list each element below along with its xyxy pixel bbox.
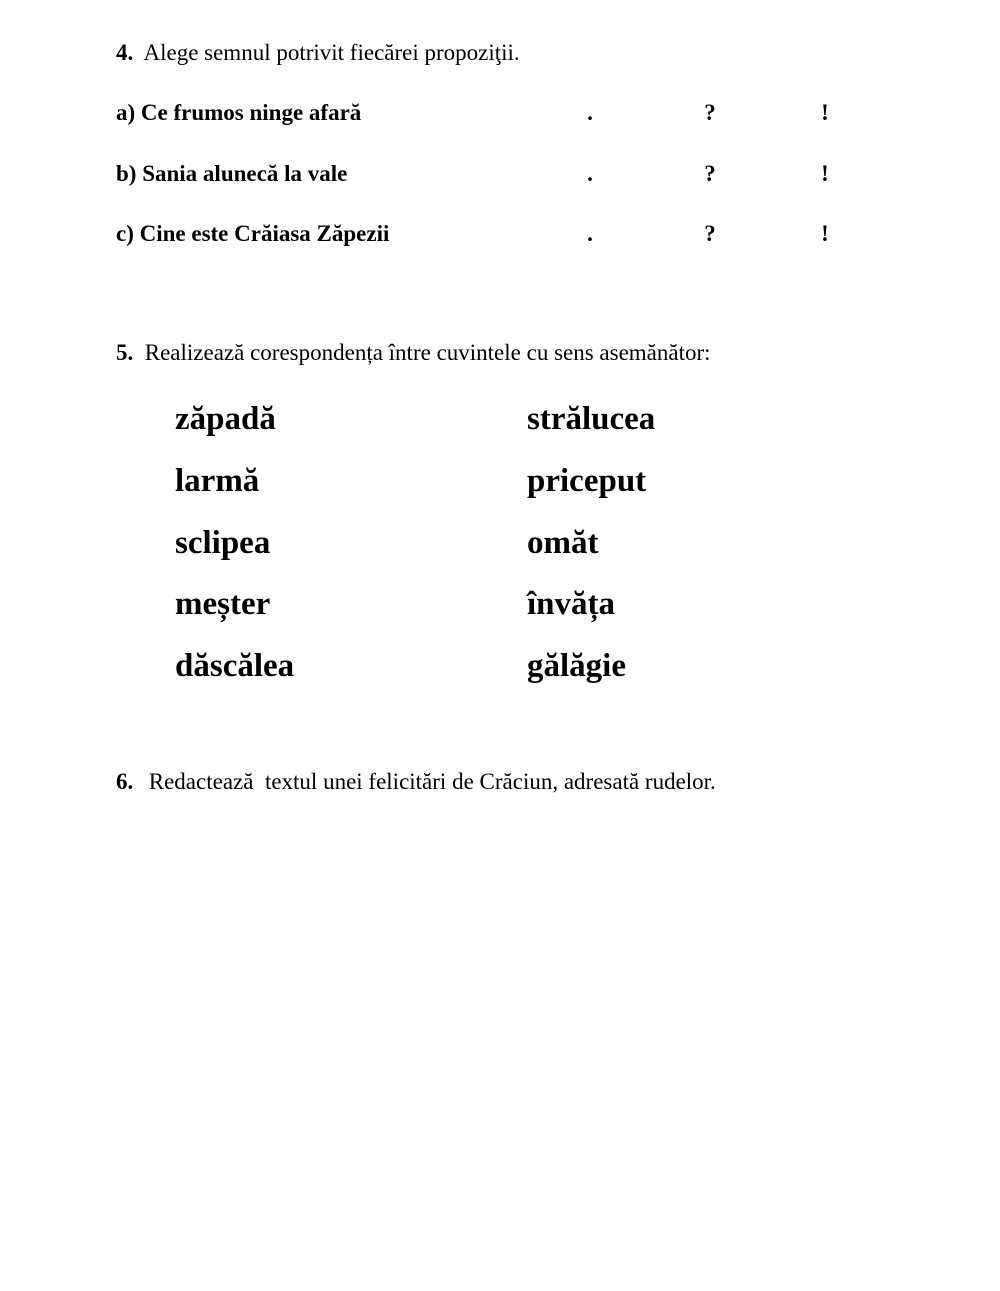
sentence-b-option-period[interactable]: . bbox=[587, 161, 593, 186]
question-6-number: 6. bbox=[116, 769, 139, 794]
right-word-4[interactable]: învăța bbox=[527, 586, 616, 622]
left-word-5[interactable]: dăscălea bbox=[175, 648, 295, 684]
question-4-text: Alege semnul potrivit fiecărei propoziţii. bbox=[143, 40, 520, 65]
right-word-3[interactable]: omăt bbox=[527, 525, 599, 561]
question-4-title bbox=[116, 41, 520, 64]
sentence-b-option-exclamation[interactable]: ! bbox=[821, 161, 829, 186]
sentence-a-option-exclamation[interactable]: ! bbox=[821, 100, 829, 125]
sentence-b-option-question[interactable]: ? bbox=[704, 161, 716, 186]
question-5-title bbox=[116, 341, 711, 364]
sentence-c: c) Cine este Crăiasa Zăpezii bbox=[116, 221, 390, 246]
sentence-a: a) Ce frumos ninge afară bbox=[116, 100, 362, 125]
left-word-4[interactable]: meșter bbox=[175, 586, 271, 622]
sentence-c-option-period[interactable]: . bbox=[587, 221, 593, 246]
question-6-title bbox=[116, 770, 716, 793]
question-5-number: 5. bbox=[116, 340, 139, 365]
left-word-2[interactable]: larmă bbox=[175, 463, 260, 499]
question-5-text: Realizează corespondența între cuvintele cu sens asemănător: bbox=[144, 340, 711, 365]
right-word-2[interactable]: priceput bbox=[527, 463, 647, 499]
sentence-a-option-period[interactable]: . bbox=[587, 100, 593, 125]
left-word-3[interactable]: sclipea bbox=[175, 525, 271, 561]
sentence-c-option-question[interactable]: ? bbox=[704, 221, 716, 246]
right-word-1[interactable]: strălucea bbox=[527, 401, 656, 437]
right-word-5[interactable]: gălăgie bbox=[527, 648, 626, 684]
sentence-c-option-exclamation[interactable]: ! bbox=[821, 221, 829, 246]
sentence-a-option-question[interactable]: ? bbox=[704, 100, 716, 125]
question-6-text: Redactează textul unei felicitări de Crăciun, adresată rudelor. bbox=[148, 769, 716, 794]
left-word-1[interactable]: zăpadă bbox=[175, 401, 276, 437]
question-4-number: 4. bbox=[116, 40, 139, 65]
sentence-b: b) Sania alunecă la vale bbox=[116, 161, 348, 186]
